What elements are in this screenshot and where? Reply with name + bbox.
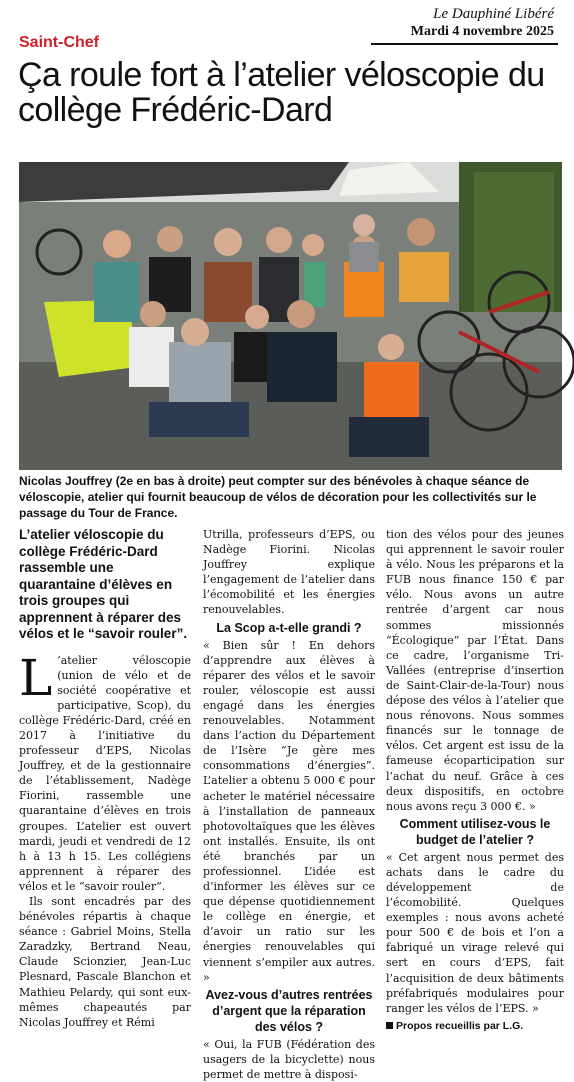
- column-2: [203, 527, 375, 1082]
- paragraph-5: « Oui, la FUB (Fédération des usagers de la bicyclette) nous permet de mettre à disposi-: [203, 1037, 375, 1081]
- publication-date: Mardi 4 novembre 2025: [410, 24, 554, 39]
- photo-illustration: [19, 162, 562, 470]
- signature: [386, 1019, 564, 1034]
- square-bullet-icon: [386, 1022, 393, 1029]
- paragraph-6: tion des vélos pour des jeunes qui apprennent le savoir rouler à vélo. Nous les préparons et la FUB nous finance 150 € par vélo. Nous avons un autre rentrée d’argent car nous sommes missionnés “Écologique” par l’État. Dans ce cadre, l’organisme Tri-Vallées (entreprise d’insertion de Saint-Clair-de-la-Tour) nous dépose des vélos à l’atelier que nous rénovons. Nous sommes financés sur le tonnage de vélos. Cet argent est issu de la fameuse écoparticipation sur l’achat du neuf. Grâce à ces deux dispositifs, en octobre nous avons reçu 3 000 €. »: [386, 528, 564, 813]
- paragraph-intro: [19, 648, 191, 895]
- column-1: [19, 527, 191, 1030]
- photo-caption: Nicolas Jouffrey (2e en bas à droite) peut compter sur des bénévoles à chaque séance de véloscopie, atelier qui fournit beaucoup de vélos de décoration pour les collectivités sur le passage du Tour de France.: [19, 474, 537, 520]
- article-photo: [19, 162, 562, 470]
- publication-name: Le Dauphiné Libéré: [433, 6, 554, 22]
- headline: Ça roule fort à l’atelier véloscopie du collège Frédéric-Dard: [18, 56, 545, 129]
- paragraph-1-text: ’atelier véloscopie (union de vélo et de société coopérative et participative, Scop), du collège Frédéric-Dard, créé en 2017 à l’initiative du professeur d’EPS, Nicolas Jouffrey, et de la gestionnaire de l’établissement, Nadège Fiorini, rassemble une quarantaine d’élèves en trois groupes. L’atelier est ouvert mardi, jeudi et vendredi de 12 h à 13 h 15. Les collégiens apprennent à réparer des vélos et le “savoir rouler”.: [19, 653, 191, 893]
- masthead-rule: [371, 43, 558, 45]
- masthead: [411, 6, 554, 40]
- column-3: [386, 527, 564, 1034]
- paragraph-2: Ils sont encadrés par des bénévoles répartis à chaque séance : Gabriel Moins, Stella Zaradzky, Bertrand Neau, Claude Scionzier, Jean-Luc Plesnard, Pascale Blanchon et Mathieu Pelardy, qui sont eux-mêmes chapeautés par Nicolas Jouffrey et Rémi: [19, 895, 191, 1029]
- signature-text: Propos recueillis par L.G.: [396, 1019, 524, 1032]
- drop-cap: L: [19, 648, 53, 707]
- paragraph-3: Utrilla, professeurs d’EPS, ou Nadège Fiorini. Nicolas Jouffrey explique l’engagement de l’atelier dans l’écomobilité et les énergies renouvelables.: [203, 528, 375, 617]
- paragraph-7: « Cet argent nous permet des achats dans le cadre du développement de l’écomobilité. Quelques exemples : nous avons acheté pour 500 € de bois et l’on a fabriqué un virage relevé qui sert en cours d’EPS, fait l’acquisition de deux bâtiments préfabriqués modulaires pour ranger les vélos de l’EPS. »: [386, 850, 564, 1015]
- standfirst: L’atelier véloscopie du collège Frédéric-Dard rassemble une quarantaine d’élèves en trois groupes qui apprennent à réparer des vélos et le “savoir rouler”.: [19, 527, 188, 641]
- question-2: Avez-vous d’autres rentrées d’argent que la réparation des vélos ?: [205, 987, 373, 1034]
- paragraph-4: « Bien sûr ! En dehors d’apprendre aux élèves à réparer des vélos et le savoir rouler, véloscopie est aussi engagé dans les énergies renouvelables. Notamment dans l’action du Département de l’Isère “Je gère mes consommations d’énergies”. L’atelier a obtenu 5 000 € pour acheter le matériel nécessaire à l’installation de panneaux photovoltaïques que les élèves ont installés. Ensuite, ils ont été branchés par un professionnel. L’idée est d’informer les élèves sur ce que dépense quotidiennement le collège en énergie, et d’avoir un ratio sur les énergies renouvelables qui viennent s’empiler aux autres. »: [203, 638, 375, 984]
- question-3: Comment utilisez-vous le budget de l’atelier ?: [399, 816, 551, 847]
- question-1: La Scop a-t-elle grandi ?: [216, 620, 362, 635]
- section-label: Saint-Chef: [19, 34, 99, 51]
